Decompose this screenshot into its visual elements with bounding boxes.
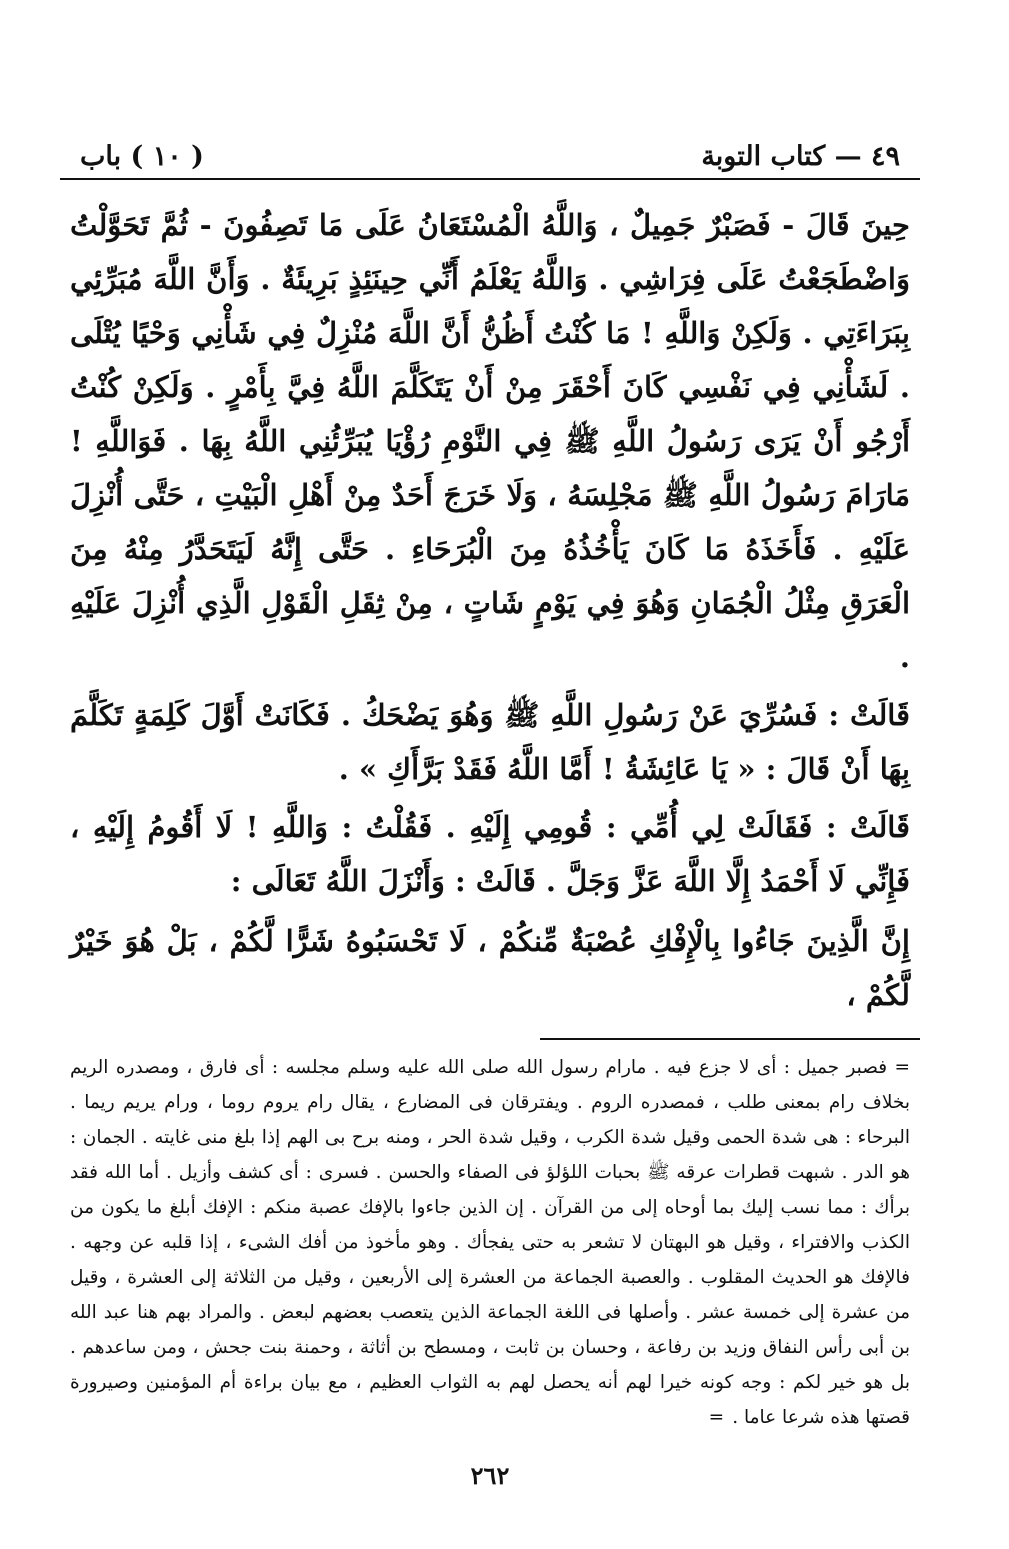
footnote-paragraph xyxy=(70,1050,910,1435)
footnotes xyxy=(60,1050,920,1435)
hadith-text xyxy=(60,198,920,1022)
footnote-body: = فصبر جميل : أى لا جزع فيه . مارام رسول الله صلى الله عليه وسلم مجلسه : أى فارق ، ومصدره الريم بخلاف رام بمعنى طلب ، فمصدره الروم . ويفترقان فى المضارع ، يقال رام يروم روما ، ورام يريم ريما . البرحاء : هى شدة الحمى وقيل شدة الكرب ، وقيل شدة الحر ، ومنه برح بى الهم إذا بلغ منى غايته . الجمان : هو الدر . شبهت قطرات عرقه ﷺ بحبات اللؤلؤ فى الصفاء والحسن . فسرى : أى كشف وأزيل . أما الله فقد برأك : مما نسب إليك بما أوحاه إلى من القرآن . إن الذين جاءوا بالإفك عصبة منكم : الإفك أبلغ ما يكون من الكذب والافتراء ، وقيل هو البهتان لا تشعر به حتى يفجأك . وهو مأخوذ من أفك الشىء ، إذا قلبه عن وجهه . فالإفك هو الحديث المقلوب . والعصبة الجماعة من العشرة إلى الأربعين ، وقيل من الثلاثة إلى العشرة ، وقيل من عشرة إلى خمسة عشر . وأصلها فى اللغة الجماعة الذين يتعصب بعضهم لبعض . والمراد بهم هنا عبد الله بن أبى رأس النفاق وزيد بن رفاعة ، وحسان بن ثابت ، ومسطح بن أثاثة ، وحمنة بنت جحش ، ومن ساعدهم . بل هو خير لكم : وجه كونه خيرا لهم أنه يحصل لهم به الثواب العظيم ، مع بيان براءة أم المؤمنين وصيرورة قصتها هذه شرعا عاما . xyxy=(70,1057,910,1428)
continuation-mark: = xyxy=(708,1407,725,1428)
header-rule xyxy=(60,178,920,180)
footnote-rule xyxy=(540,1038,920,1040)
running-header xyxy=(60,120,920,178)
header-book-title: ٤٩ — كتاب التوبة xyxy=(701,141,900,172)
main-paragraph: قَالَتْ : فَقَالَتْ لِي أُمِّي : قُومِي إِلَيْهِ . فَقُلْتُ : وَاللَّهِ ! لَا أَقُومُ إِلَيْهِ ، فَإِنِّي لَا أَحْمَدُ إِلَّا اللَّهَ عَزَّ وَجَلَّ . قَالَتْ : وَأَنْزَلَ اللَّهُ تَعَالَى : xyxy=(70,810,910,898)
quran-verse: إِنَّ الَّذِينَ جَاءُوا بِالْإِفْكِ عُصْبَةٌ مِّنكُمْ ، لَا تَحْسَبُوهُ شَرًّا لَّكُمْ ، بَلْ هُوَ خَيْرٌ لَّكُمْ ، xyxy=(70,924,910,1012)
main-paragraph: حِينَ قَالَ - فَصَبْرٌ جَمِيلٌ ، وَاللَّهُ الْمُسْتَعَانُ عَلَى مَا تَصِفُونَ - ثُمَّ تَحَوَّلْتُ وَاضْطَجَعْتُ عَلَى فِرَاشِي . وَاللَّهُ يَعْلَمُ أَنِّي حِينَئِذٍ بَرِيئَةٌ . وَأَنَّ اللَّهَ مُبَرِّئِي بِبَرَاءَتِي . وَلَكِنْ وَاللَّهِ ! مَا كُنْتُ أَظُنُّ أَنَّ اللَّهَ مُنْزِلٌ فِي شَأْنِي وَحْيًا يُتْلَى . لَشَأْنِي فِي نَفْسِي كَانَ أَحْقَرَ مِنْ أَنْ يَتَكَلَّمَ اللَّهُ فِيَّ بِأَمْرٍ . وَلَكِنْ كُنْتُ أَرْجُو أَنْ يَرَى رَسُولُ اللَّهِ ﷺ فِي النَّوْمِ رُؤْيَا يُبَرِّئُنِي اللَّهُ بِهَا . فَوَاللَّهِ ! مَارَامَ رَسُولُ اللَّهِ ﷺ مَجْلِسَهُ ، وَلَا خَرَجَ أَحَدٌ مِنْ أَهْلِ الْبَيْتِ ، حَتَّى أُنْزِلَ عَلَيْهِ . فَأَخَذَهُ مَا كَانَ يَأْخُذُهُ مِنَ الْبُرَحَاءِ . حَتَّى إِنَّهُ لَيَتَحَدَّرُ مِنْهُ مِنَ الْعَرَقِ مِثْلُ الْجُمَانِ وَهُوَ فِي يَوْمٍ شَاتٍ ، مِنْ ثِقَلِ الْقَوْلِ الَّذِي أُنْزِلَ عَلَيْهِ . xyxy=(70,208,910,674)
page-number: ٢٦٢ xyxy=(470,1461,510,1490)
main-paragraph: قَالَتْ : فَسُرِّيَ عَنْ رَسُولِ اللَّهِ ﷺ وَهُوَ يَضْحَكُ . فَكَانَتْ أَوَّلَ كَلِمَةٍ تَكَلَّمَ بِهَا أَنْ قَالَ : « يَا عَائِشَةُ ! أَمَّا اللَّهُ فَقَدْ بَرَّأَكِ » . xyxy=(70,698,910,786)
book-page xyxy=(60,120,920,1500)
header-chapter: ( ١٠ ) باب xyxy=(80,141,204,172)
